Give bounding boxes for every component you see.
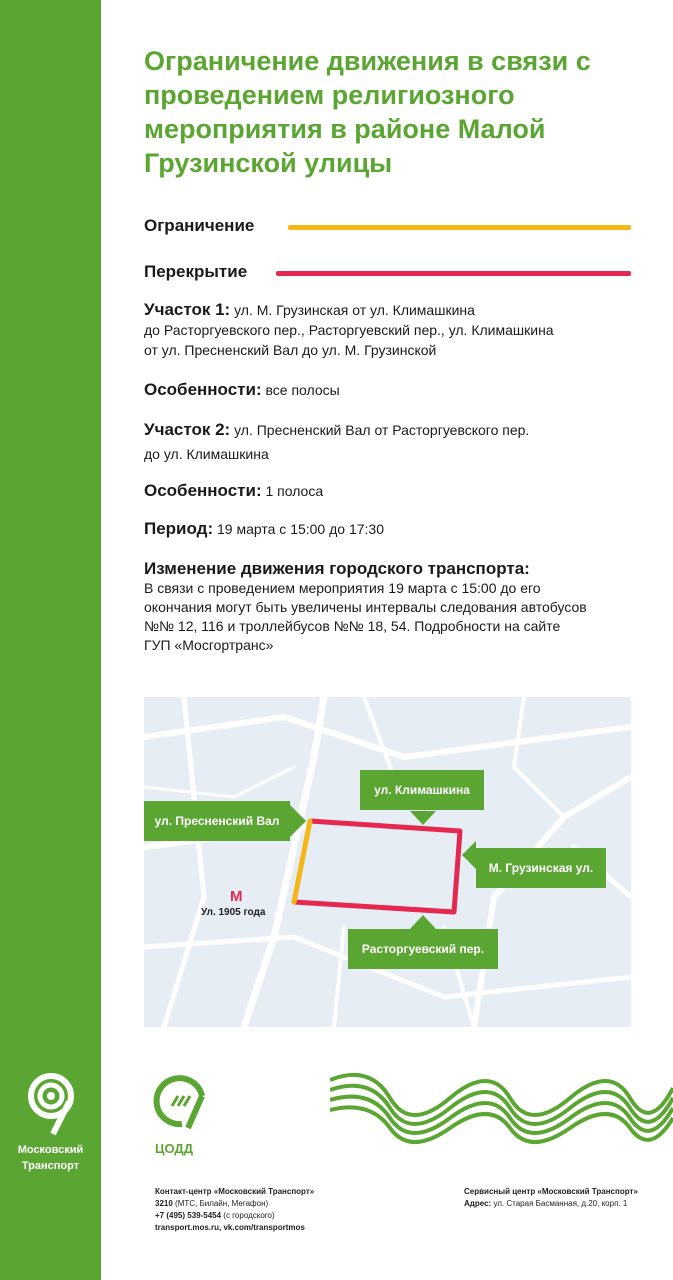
features2-text: 1 полоса (265, 483, 324, 499)
phone-short: 3210 (155, 1199, 173, 1208)
footer-service (464, 1186, 664, 1210)
section2-label: Участок 2: (144, 420, 231, 439)
section1-line2: до Расторгуевского пер., Расторгуевский пер., ул. Климашкина (144, 322, 554, 338)
transport-section (144, 559, 644, 655)
map-label-rastorguevsky: Расторгуевский пер. (348, 929, 498, 969)
transport-line3: №№ 12, 116 и троллейбусов №№ 18, 54. Подробности на сайте (144, 618, 561, 634)
address-label: Адрес: (464, 1199, 492, 1208)
closure-route (294, 821, 460, 912)
brand-line2: Транспорт (21, 1160, 80, 1172)
decorative-wave-pattern (330, 1068, 673, 1148)
legend-restriction-line (288, 225, 631, 230)
page-title: Ограничение движения в связи с проведением религиозного мероприятия в районе Малой Грузинской улицы (144, 46, 591, 178)
features1-text: все полосы (265, 382, 340, 398)
phone-city-note: (с городского) (223, 1211, 275, 1220)
section1-line1: ул. М. Грузинская от ул. Климашкина (234, 302, 475, 318)
section1 (144, 300, 644, 360)
contact-title: Контакт-центр «Московский Транспорт» (155, 1187, 315, 1196)
phone-short-note: (МТС, Билайн, Мегафон) (175, 1199, 269, 1208)
sidebar-stripe (0, 0, 101, 1280)
features2 (144, 481, 644, 501)
metro-icon: М (230, 888, 243, 905)
legend-closure-line (276, 271, 631, 276)
period (144, 519, 644, 539)
features1 (144, 380, 644, 400)
section2 (144, 418, 644, 466)
transport-line4: ГУП «Мосгортранс» (144, 637, 274, 653)
section2-line2: до ул. Климашкина (144, 446, 269, 462)
transport-line2: окончания могут быть увеличены интервалы следования автобусов (144, 599, 587, 615)
brand-line1: Московский (17, 1144, 84, 1156)
features1-label: Особенности: (144, 380, 262, 399)
period-text: 19 марта с 15:00 до 17:30 (217, 521, 384, 537)
address-text: ул. Старая Басманная, д.20, корп. 1 (493, 1199, 628, 1208)
pointer-gruzinskaya-icon (462, 841, 476, 869)
section1-label: Участок 1: (144, 300, 231, 319)
transport-line1: В связи с проведением мероприятия 19 марта с 15:00 до его (144, 580, 541, 596)
transport-heading: Изменение движения городского транспорта: (144, 559, 530, 578)
map-label-presnensky: ул. Пресненский Вал (144, 801, 290, 841)
footer-contact (155, 1186, 435, 1234)
metro-station-name: Ул. 1905 года (201, 907, 266, 918)
map-label-klimashkina: ул. Климашкина (360, 770, 484, 810)
map (144, 697, 631, 1027)
moscow-transport-logo (0, 1072, 101, 1173)
pointer-rastorguevsky-icon (410, 915, 436, 929)
service-title: Сервисный центр «Московский Транспорт» (464, 1187, 638, 1196)
section1-line3: от ул. Пресненский Вал до ул. М. Грузинской (144, 342, 437, 358)
codd-label: ЦОДД (155, 1141, 193, 1156)
legend-closure-label: Перекрытие (144, 262, 248, 281)
moscow-transport-emblem-icon (23, 1072, 79, 1136)
features2-label: Особенности: (144, 481, 262, 500)
period-label: Период: (144, 519, 214, 538)
legend-restriction-label: Ограничение (144, 216, 255, 235)
websites-link[interactable]: transport.mos.ru, vk.com/transportmos (155, 1223, 305, 1232)
codd-logo-icon (152, 1072, 210, 1130)
map-label-gruzinskaya: М. Грузинская ул. (476, 848, 606, 888)
pointer-klimashkina-icon (410, 811, 436, 825)
section2-line1: ул. Пресненский Вал от Расторгуевского пер. (234, 422, 530, 438)
phone-city: +7 (495) 539-5454 (155, 1211, 222, 1220)
